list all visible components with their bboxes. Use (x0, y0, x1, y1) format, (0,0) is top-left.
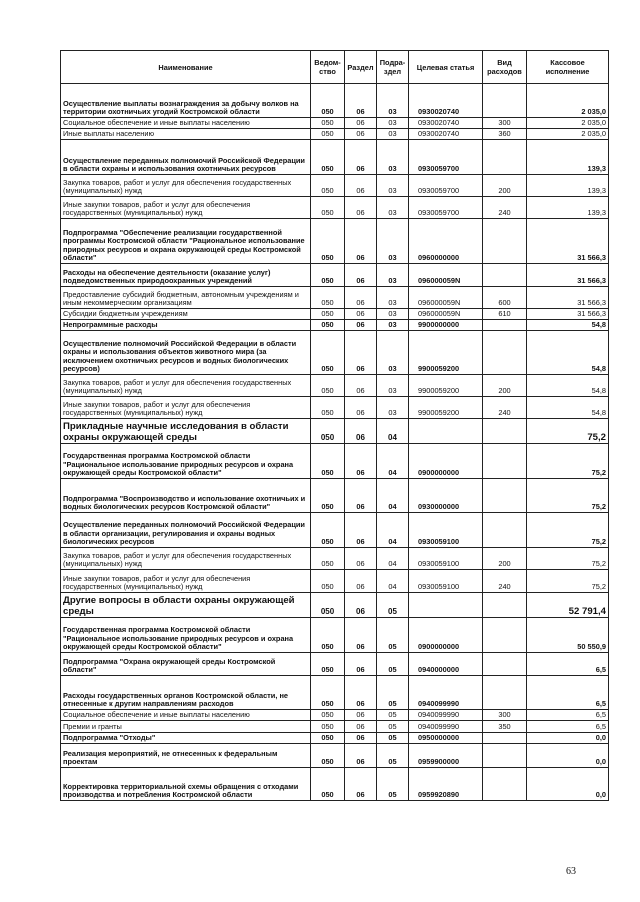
row-cash-execution: 52 791,4 (527, 593, 609, 618)
table-row (61, 140, 609, 175)
row-subsection: 05 (377, 593, 409, 618)
row-department: 050 (311, 118, 345, 129)
row-department: 050 (311, 84, 345, 118)
row-name: Расходы государственных органов Костромской области, не отнесенные к другим направлениям расходов (61, 676, 311, 710)
row-target-article: 0930059700 (409, 175, 483, 197)
table-row (61, 375, 609, 397)
row-expense-type (483, 653, 527, 676)
table-row (61, 219, 609, 264)
row-name: Субсидии бюджетным учреждениям (61, 309, 311, 320)
row-cash-execution: 75,2 (527, 479, 609, 513)
row-name: Осуществление полномочий Российской Федерации в области охраны и использования объектов животного мира (за исключением охотничьих ресурсов и водных биологических ресурсов) (61, 331, 311, 375)
row-subsection: 03 (377, 175, 409, 197)
row-department: 050 (311, 710, 345, 721)
table-row (61, 118, 609, 129)
row-name: Осуществление выплаты вознаграждения за добычу волков на территории охотничьих угодий Костромской области (61, 84, 311, 118)
row-target-article: 0900000000 (409, 618, 483, 653)
row-subsection: 04 (377, 513, 409, 548)
row-section: 06 (345, 197, 377, 219)
table-row (61, 593, 609, 618)
row-target-article: 0930020740 (409, 129, 483, 140)
header-department: Ведом-ство (311, 51, 345, 84)
table-row (61, 479, 609, 513)
row-cash-execution: 31 566,3 (527, 309, 609, 320)
row-name: Расходы на обеспечение деятельности (оказание услуг) подведомственных природоохранных учреждений (61, 264, 311, 287)
header-cash-execution: Кассовое исполнение (527, 51, 609, 84)
table-row (61, 733, 609, 744)
row-department: 050 (311, 570, 345, 593)
budget-table (60, 50, 609, 801)
row-name: Иные выплаты населению (61, 129, 311, 140)
row-expense-type: 610 (483, 309, 527, 320)
row-department: 050 (311, 593, 345, 618)
row-section: 06 (345, 84, 377, 118)
row-section: 06 (345, 768, 377, 801)
row-subsection: 04 (377, 548, 409, 570)
row-target-article: 9900059200 (409, 331, 483, 375)
table-row (61, 197, 609, 219)
row-expense-type (483, 618, 527, 653)
row-name: Реализация мероприятий, не отнесенных к федеральным проектам (61, 744, 311, 768)
row-expense-type: 240 (483, 397, 527, 419)
row-expense-type: 300 (483, 710, 527, 721)
table-header-row (61, 51, 609, 84)
table-body (61, 84, 609, 801)
row-department: 050 (311, 287, 345, 309)
row-expense-type: 240 (483, 570, 527, 593)
row-cash-execution: 75,2 (527, 548, 609, 570)
header-section: Раздел (345, 51, 377, 84)
row-name: Социальное обеспечение и иные выплаты населению (61, 118, 311, 129)
row-name: Государственная программа Костромской области "Рациональное использование природных ресурсов и охрана окружающей среды Костромской области" (61, 618, 311, 653)
row-section: 06 (345, 397, 377, 419)
row-expense-type (483, 513, 527, 548)
row-section: 06 (345, 140, 377, 175)
row-name: Социальное обеспечение и иные выплаты населению (61, 710, 311, 721)
row-section: 06 (345, 513, 377, 548)
row-section: 06 (345, 331, 377, 375)
row-target-article: 0930059100 (409, 548, 483, 570)
table-row (61, 676, 609, 710)
row-target-article: 096000059N (409, 309, 483, 320)
row-expense-type: 200 (483, 548, 527, 570)
row-cash-execution: 75,2 (527, 570, 609, 593)
row-expense-type: 600 (483, 287, 527, 309)
row-subsection: 05 (377, 653, 409, 676)
row-department: 050 (311, 309, 345, 320)
row-subsection: 03 (377, 397, 409, 419)
row-cash-execution: 0,0 (527, 744, 609, 768)
row-name: Закупка товаров, работ и услуг для обеспечения государственных (муниципальных) нужд (61, 548, 311, 570)
row-section: 06 (345, 219, 377, 264)
row-cash-execution: 54,8 (527, 320, 609, 331)
row-cash-execution: 0,0 (527, 768, 609, 801)
table-row (61, 653, 609, 676)
row-section: 06 (345, 744, 377, 768)
row-cash-execution: 75,2 (527, 444, 609, 479)
row-subsection: 03 (377, 331, 409, 375)
table-row (61, 264, 609, 287)
row-name: Другие вопросы в области охраны окружающей среды (61, 593, 311, 618)
row-section: 06 (345, 653, 377, 676)
row-expense-type (483, 84, 527, 118)
row-expense-type (483, 419, 527, 444)
row-section: 06 (345, 618, 377, 653)
row-name: Иные закупки товаров, работ и услуг для обеспечения государственных (муниципальных) нужд (61, 570, 311, 593)
table-row (61, 175, 609, 197)
table-row (61, 320, 609, 331)
row-subsection: 05 (377, 618, 409, 653)
row-subsection: 03 (377, 118, 409, 129)
row-section: 06 (345, 710, 377, 721)
row-section: 06 (345, 375, 377, 397)
row-subsection: 03 (377, 219, 409, 264)
row-subsection: 03 (377, 129, 409, 140)
row-section: 06 (345, 444, 377, 479)
row-name: Непрограммные расходы (61, 320, 311, 331)
table-row (61, 84, 609, 118)
row-target-article: 0930059700 (409, 197, 483, 219)
row-target-article: 0940099990 (409, 721, 483, 733)
row-department: 050 (311, 397, 345, 419)
row-department: 050 (311, 331, 345, 375)
row-target-article: 096000059N (409, 264, 483, 287)
row-expense-type (483, 676, 527, 710)
row-department: 050 (311, 653, 345, 676)
row-target-article: 0959920890 (409, 768, 483, 801)
table-row (61, 309, 609, 320)
row-department: 050 (311, 618, 345, 653)
row-cash-execution: 6,5 (527, 653, 609, 676)
row-subsection: 04 (377, 479, 409, 513)
table-row (61, 444, 609, 479)
row-cash-execution: 6,5 (527, 721, 609, 733)
table-row (61, 721, 609, 733)
row-section: 06 (345, 593, 377, 618)
row-subsection: 05 (377, 733, 409, 744)
row-cash-execution: 139,3 (527, 140, 609, 175)
row-expense-type (483, 140, 527, 175)
row-section: 06 (345, 419, 377, 444)
header-subsection: Подра-здел (377, 51, 409, 84)
row-expense-type (483, 264, 527, 287)
row-cash-execution: 75,2 (527, 419, 609, 444)
row-expense-type (483, 744, 527, 768)
row-section: 06 (345, 548, 377, 570)
row-expense-type: 240 (483, 197, 527, 219)
row-cash-execution: 75,2 (527, 513, 609, 548)
row-section: 06 (345, 479, 377, 513)
row-expense-type (483, 479, 527, 513)
row-subsection: 03 (377, 309, 409, 320)
table-row (61, 419, 609, 444)
row-name: Подпрограмма "Отходы" (61, 733, 311, 744)
row-section: 06 (345, 320, 377, 331)
row-target-article: 0940000000 (409, 653, 483, 676)
row-subsection: 05 (377, 676, 409, 710)
row-cash-execution: 2 035,0 (527, 118, 609, 129)
row-expense-type: 300 (483, 118, 527, 129)
row-target-article: 0900000000 (409, 444, 483, 479)
row-name: Осуществление переданных полномочий Российской Федерации в области охраны и использования охотничьих ресурсов (61, 140, 311, 175)
row-name: Иные закупки товаров, работ и услуг для обеспечения государственных (муниципальных) нужд (61, 397, 311, 419)
row-section: 06 (345, 175, 377, 197)
row-cash-execution: 139,3 (527, 175, 609, 197)
row-expense-type: 360 (483, 129, 527, 140)
row-target-article: 9900059200 (409, 375, 483, 397)
header-expense-type: Вид расходов (483, 51, 527, 84)
row-target-article: 0960000000 (409, 219, 483, 264)
row-target-article (409, 419, 483, 444)
row-target-article: 9900000000 (409, 320, 483, 331)
row-department: 050 (311, 479, 345, 513)
row-name: Премии и гранты (61, 721, 311, 733)
row-name: Закупка товаров, работ и услуг для обеспечения государственных (муниципальных) нужд (61, 375, 311, 397)
row-department: 050 (311, 548, 345, 570)
row-expense-type (483, 593, 527, 618)
row-subsection: 03 (377, 84, 409, 118)
row-subsection: 03 (377, 375, 409, 397)
row-cash-execution: 54,8 (527, 331, 609, 375)
row-department: 050 (311, 320, 345, 331)
row-section: 06 (345, 733, 377, 744)
row-expense-type (483, 331, 527, 375)
row-name: Предоставление субсидий бюджетным, автономным учреждениям и иным некоммерческим организациям (61, 287, 311, 309)
table-row (61, 618, 609, 653)
row-department: 050 (311, 419, 345, 444)
row-cash-execution: 0,0 (527, 733, 609, 744)
table-row (61, 744, 609, 768)
row-section: 06 (345, 309, 377, 320)
row-department: 050 (311, 175, 345, 197)
row-subsection: 05 (377, 721, 409, 733)
row-subsection: 05 (377, 710, 409, 721)
table-row (61, 513, 609, 548)
row-target-article: 0940099990 (409, 676, 483, 710)
row-subsection: 04 (377, 444, 409, 479)
row-subsection: 03 (377, 264, 409, 287)
row-name: Корректировка территориальной схемы обращения с отходами производства и потребления Костромской области (61, 768, 311, 801)
row-cash-execution: 31 566,3 (527, 264, 609, 287)
row-cash-execution: 31 566,3 (527, 219, 609, 264)
row-department: 050 (311, 733, 345, 744)
row-cash-execution: 2 035,0 (527, 129, 609, 140)
row-subsection: 04 (377, 419, 409, 444)
table-row (61, 397, 609, 419)
row-name: Подпрограмма "Воспроизводство и использование охотничьих и водных биологических ресурсов Костромской области" (61, 479, 311, 513)
row-department: 050 (311, 140, 345, 175)
row-target-article: 0930020740 (409, 84, 483, 118)
row-cash-execution: 50 550,9 (527, 618, 609, 653)
budget-table-page (60, 50, 608, 801)
row-target-article: 0959900000 (409, 744, 483, 768)
row-department: 050 (311, 219, 345, 264)
page-number: 63 (566, 866, 576, 877)
row-section: 06 (345, 721, 377, 733)
row-department: 050 (311, 197, 345, 219)
row-name: Подпрограмма "Обеспечение реализации государственной программы Костромской области "Рациональное использование природных ресурсов и охрана окружающей среды Костромской области" (61, 219, 311, 264)
row-department: 050 (311, 721, 345, 733)
row-expense-type: 350 (483, 721, 527, 733)
row-expense-type (483, 444, 527, 479)
row-subsection: 03 (377, 320, 409, 331)
row-target-article: 0950000000 (409, 733, 483, 744)
row-target-article: 096000059N (409, 287, 483, 309)
row-cash-execution: 54,8 (527, 397, 609, 419)
row-subsection: 03 (377, 197, 409, 219)
row-section: 06 (345, 676, 377, 710)
table-row (61, 548, 609, 570)
row-name: Осуществление переданных полномочий Российской Федерации в области организации, регулирования и охраны водных биологических ресурсов (61, 513, 311, 548)
row-target-article: 9900059200 (409, 397, 483, 419)
row-expense-type (483, 219, 527, 264)
row-cash-execution: 2 035,0 (527, 84, 609, 118)
row-expense-type: 200 (483, 175, 527, 197)
row-department: 050 (311, 264, 345, 287)
row-section: 06 (345, 287, 377, 309)
row-subsection: 03 (377, 287, 409, 309)
row-name: Государственная программа Костромской области "Рациональное использование природных ресурсов и охрана окружающей среды Костромской области" (61, 444, 311, 479)
row-department: 050 (311, 513, 345, 548)
table-row (61, 710, 609, 721)
row-name: Закупка товаров, работ и услуг для обеспечения государственных (муниципальных) нужд (61, 175, 311, 197)
header-name: Наименование (61, 51, 311, 84)
row-cash-execution: 6,5 (527, 676, 609, 710)
row-target-article (409, 593, 483, 618)
row-cash-execution: 139,3 (527, 197, 609, 219)
row-name: Прикладные научные исследования в области охраны окружающей среды (61, 419, 311, 444)
row-cash-execution: 31 566,3 (527, 287, 609, 309)
row-subsection: 04 (377, 570, 409, 593)
row-department: 050 (311, 375, 345, 397)
table-row (61, 768, 609, 801)
row-target-article: 0930020740 (409, 118, 483, 129)
row-name: Подпрограмма "Охрана окружающей среды Костромской области" (61, 653, 311, 676)
row-section: 06 (345, 118, 377, 129)
header-target-article: Целевая статья (409, 51, 483, 84)
row-subsection: 05 (377, 744, 409, 768)
row-expense-type: 200 (483, 375, 527, 397)
row-department: 050 (311, 744, 345, 768)
row-cash-execution: 6,5 (527, 710, 609, 721)
row-target-article: 0930059700 (409, 140, 483, 175)
table-row (61, 331, 609, 375)
row-expense-type (483, 320, 527, 331)
row-expense-type (483, 733, 527, 744)
table-row (61, 570, 609, 593)
row-target-article: 0930059100 (409, 570, 483, 593)
row-department: 050 (311, 768, 345, 801)
row-department: 050 (311, 444, 345, 479)
row-subsection: 03 (377, 140, 409, 175)
table-row (61, 287, 609, 309)
row-cash-execution: 54,8 (527, 375, 609, 397)
table-row (61, 129, 609, 140)
row-target-article: 0940099990 (409, 710, 483, 721)
row-department: 050 (311, 676, 345, 710)
row-section: 06 (345, 129, 377, 140)
row-subsection: 05 (377, 768, 409, 801)
row-department: 050 (311, 129, 345, 140)
row-name: Иные закупки товаров, работ и услуг для обеспечения государственных (муниципальных) нужд (61, 197, 311, 219)
row-expense-type (483, 768, 527, 801)
row-target-article: 0930059100 (409, 513, 483, 548)
row-target-article: 0930000000 (409, 479, 483, 513)
row-section: 06 (345, 570, 377, 593)
row-section: 06 (345, 264, 377, 287)
